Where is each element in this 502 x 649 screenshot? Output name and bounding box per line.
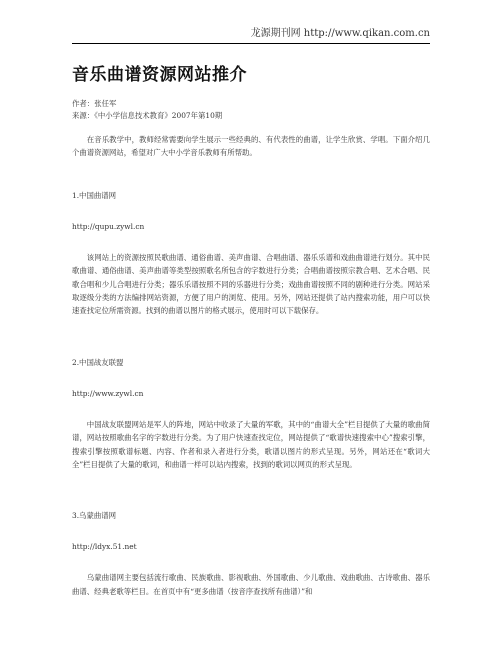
article-body (72, 64, 430, 598)
article-title: 音乐曲谱资源网站推介 (72, 65, 247, 85)
header-source: 龙源期刊网 http://www.qikan.com.cn (250, 28, 430, 39)
intro-paragraph: 在音乐教学中，教师经常需要向学生展示一些经典的、有代表性的曲谱，让学生欣赏、学唱。下面介绍几个曲谱资源网站，希望对广大中小学音乐教师有所帮助。 (72, 135, 430, 158)
section-body: 乌蒙曲谱网主要包括流行歌曲、民族歌曲、影视歌曲、外国歌曲、少儿歌曲、戏曲歌曲、古诗歌曲、器乐曲谱、经典老歌等栏目。在首页中有“更多曲谱（按音序查找所有曲谱）”和 (72, 573, 430, 596)
author-label: 作者： (72, 99, 95, 108)
section-heading: 1.中国曲谱网 (72, 190, 117, 200)
section-body: 中国战友联盟网站是军人的阵地，网站中收录了大量的军歌，其中的“曲谱大全”栏目提供了大量的歌曲简谱，网站按照歌曲名字的字数进行分类。为了用户快速查找定位，网站提供了“歌谱快速搜索中心”搜索引擎，搜索引擎按照歌谱标题、内容、作者和录入者进行分类，歌谱以图片的形式呈现。另外，网站还在“歌词大全”栏目提供了大量的歌词，和曲谱一样可以站内搜索，找到的歌词以网页的形式呈现。 (72, 419, 430, 470)
source-label: 来源： (72, 111, 95, 120)
source-line (72, 110, 430, 122)
section-heading: 2.中国战友联盟 (72, 357, 124, 367)
author-line (72, 98, 430, 110)
section-body: 该网站上的资源按照民歌曲谱、通俗曲谱、美声曲谱、合唱曲谱、器乐乐谱和戏曲曲谱进行划分。其中民歌曲谱、通俗曲谱、美声曲谱等类型按照歌名所包含的字数进行分类；合唱曲谱按照宗教合唱、艺术合唱、民歌合唱和少儿合唱进行分类；器乐乐谱按照不同的乐器进行分类；戏曲曲谱按照不同的剧种进行分类。网站采取逐级分类的方法编排网站资源，方便了用户的浏览、使用。另外，网站还提供了站内搜索功能，用户可以快速查找定位所需资源。找到的曲谱以图片的格式展示，使用时可以下载保存。 (72, 252, 430, 316)
section-heading: 3.乌蒙曲谱网 (72, 511, 117, 521)
author-name: 张任军 (94, 99, 117, 108)
header-divider (72, 43, 430, 44)
section-url-link[interactable]: http://qupu.zywl.cn (72, 221, 145, 231)
section-url-link[interactable]: http://www.zywl.cn (72, 388, 144, 398)
section-url-link[interactable]: http://ldyx.51.net (72, 542, 137, 552)
source-name: 《中小学信息技术教育》2007年第10期 (94, 111, 223, 120)
